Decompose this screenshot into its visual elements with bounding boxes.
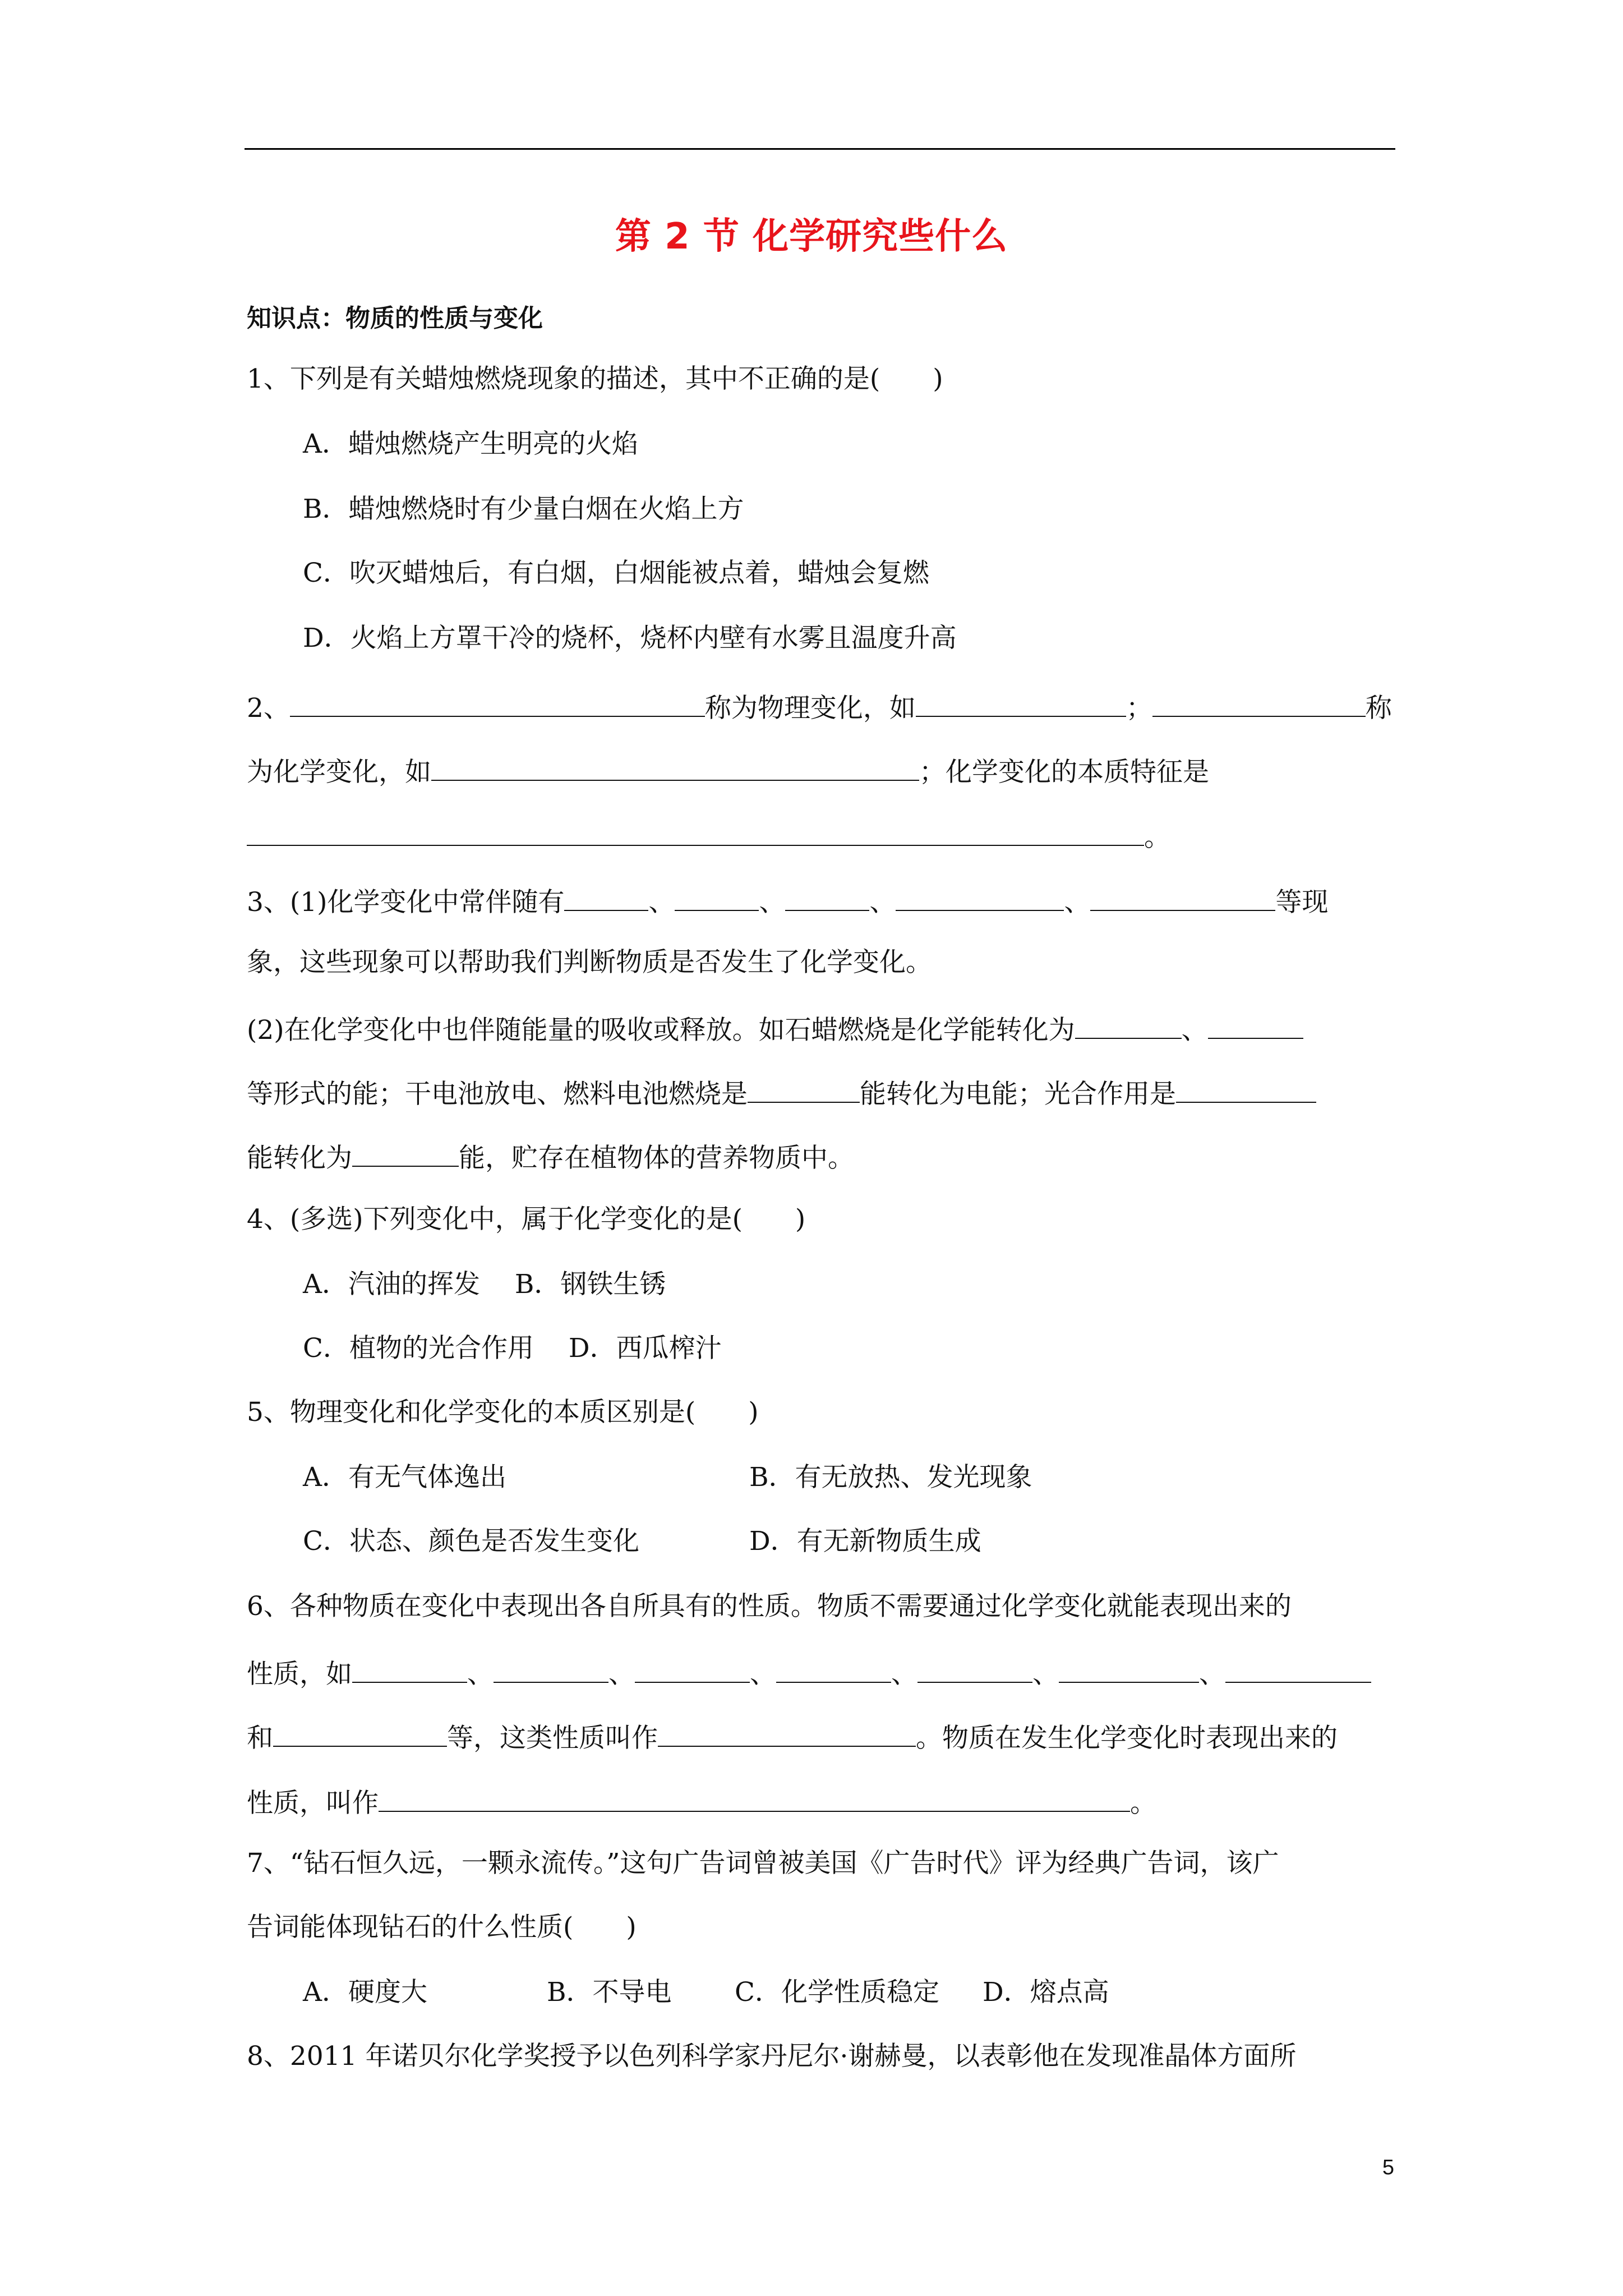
- q3-blank-1[interactable]: [564, 885, 648, 911]
- q3-text-energy: (2)在化学变化中也伴随能量的吸收或释放。如石蜡燃烧是化学能转化为: [247, 1015, 1075, 1046]
- q8-line-1: 8、2011 年诺贝尔化学奖授予以色列科学家丹尼尔·谢赫曼，以表彰他在发现准晶体方面所: [247, 2041, 1297, 2072]
- q3-line-2: 象，这些现象可以帮助我们判断物质是否发生了化学变化。: [247, 947, 932, 978]
- q6-blank-7[interactable]: [1225, 1657, 1371, 1683]
- q6-line-3: [247, 1721, 1338, 1754]
- q6-period: 。: [1130, 1788, 1156, 1819]
- q7-line-1: 7、“钻石恒久远，一颗永流传。”这句广告词曾被美国《广告时代》评为经典广告词，该广: [247, 1848, 1279, 1879]
- q7-option-b: B．不导电: [547, 1977, 672, 2008]
- q3-sep: 、: [759, 887, 786, 918]
- q3-line-5: [247, 1141, 854, 1174]
- q5-option-c: C．状态、颜色是否发生变化: [303, 1526, 639, 1557]
- q6-text-such-as: 性质，如: [247, 1659, 352, 1690]
- q3-line-3: [247, 1013, 1303, 1046]
- q6-sep: 、: [1199, 1659, 1225, 1690]
- knowledge-point-heading: 知识点：物质的性质与变化: [247, 304, 543, 333]
- q6-blank-5[interactable]: [917, 1657, 1032, 1683]
- q2-blank-4[interactable]: [431, 755, 919, 781]
- q3-text-store: 能，贮存在植物体的营养物质中。: [459, 1143, 854, 1174]
- q3-blank-5[interactable]: [1090, 885, 1275, 911]
- q5-option-d: D．有无新物质生成: [749, 1526, 981, 1557]
- q2-text-physical: 称为物理变化，如: [704, 693, 916, 724]
- q6-blank-8[interactable]: [273, 1721, 447, 1747]
- q3-sep: 、: [1064, 887, 1091, 918]
- q2-number: 2、: [247, 693, 290, 724]
- q6-sep: 、: [750, 1659, 776, 1690]
- q2-blank-2[interactable]: [916, 691, 1126, 717]
- q3-sep: 、: [1181, 1015, 1208, 1046]
- q7-option-a: A．硬度大: [303, 1977, 427, 2008]
- q3-text-convert: 能转化为: [247, 1143, 352, 1174]
- q1-option-d: D．火焰上方罩干冷的烧杯，烧杯内壁有水雾且温度升高: [303, 623, 957, 654]
- q3-text-1: 3、(1)化学变化中常伴随有: [247, 887, 565, 918]
- section-title: 第 2 节 化学研究些什么: [615, 216, 1008, 257]
- q3-line-1: [247, 885, 1329, 918]
- q2-semicolon: ；: [1126, 693, 1152, 724]
- q3-blank-10[interactable]: [352, 1141, 459, 1167]
- q3-sep: 、: [869, 887, 896, 918]
- q2-line-3: [247, 820, 1170, 853]
- q6-blank-1[interactable]: [352, 1657, 467, 1683]
- q2-period: 。: [1144, 822, 1170, 853]
- q4-options-ab: A．汽油的挥发 B．钢铁生锈: [303, 1269, 666, 1300]
- q6-text-chem-props: 。物质在发生化学变化时表现出来的: [916, 1723, 1338, 1754]
- q4-stem: 4、(多选)下列变化中，属于化学变化的是( ): [247, 1204, 806, 1235]
- q3-blank-9[interactable]: [1176, 1077, 1316, 1103]
- q6-text-and: 和: [247, 1723, 273, 1754]
- q1-stem: 1、下列是有关蜡烛燃烧现象的描述，其中不正确的是( ): [247, 364, 943, 394]
- q6-blank-9[interactable]: [658, 1721, 916, 1747]
- q6-text-called: 等，这类性质叫作: [447, 1723, 658, 1754]
- q2-text-essence: ；化学变化的本质特征是: [919, 757, 1209, 788]
- q6-line-4: [247, 1786, 1156, 1819]
- q6-sep: 、: [891, 1659, 917, 1690]
- q6-blank-2[interactable]: [494, 1657, 608, 1683]
- q5-stem: 5、物理变化和化学变化的本质区别是( ): [247, 1397, 759, 1428]
- q4-options-cd: C．植物的光合作用 D．西瓜榨汁: [303, 1333, 722, 1364]
- q6-blank-10[interactable]: [379, 1786, 1130, 1812]
- q5-option-b: B．有无放热、发光现象: [749, 1462, 1032, 1493]
- q2-blank-1[interactable]: [290, 691, 705, 717]
- q2-text-chemical: 为化学变化，如: [247, 757, 431, 788]
- q3-blank-8[interactable]: [748, 1077, 860, 1103]
- q6-blank-4[interactable]: [776, 1657, 891, 1683]
- q3-blank-3[interactable]: [785, 885, 869, 911]
- q6-sep: 、: [467, 1659, 494, 1690]
- q6-sep: 、: [608, 1659, 635, 1690]
- q7-line-2: 告词能体现钻石的什么性质( ): [247, 1912, 637, 1943]
- q6-text-called-2: 性质，叫作: [247, 1788, 379, 1819]
- q3-line-4: [247, 1077, 1316, 1110]
- q2-line-2: [247, 755, 1209, 788]
- page-number: 5: [1382, 2156, 1394, 2179]
- q3-sep: 、: [648, 887, 675, 918]
- q3-blank-7[interactable]: [1208, 1013, 1303, 1039]
- q3-blank-2[interactable]: [675, 885, 759, 911]
- q6-blank-3[interactable]: [635, 1657, 750, 1683]
- q6-sep: 、: [1032, 1659, 1059, 1690]
- q3-blank-4[interactable]: [896, 885, 1064, 911]
- q1-option-c: C．吹灭蜡烛后，有白烟，白烟能被点着，蜡烛会复燃: [303, 558, 929, 588]
- q1-option-b: B．蜡烛燃烧时有少量白烟在火焰上方: [303, 494, 744, 524]
- q2-line-1: [247, 691, 1392, 724]
- q3-text-battery: 等形式的能；干电池放电、燃料电池燃烧是: [247, 1079, 748, 1110]
- q3-text-photosynthesis: 能转化为电能；光合作用是: [860, 1079, 1176, 1110]
- q6-line-2: [247, 1657, 1371, 1690]
- q7-option-d: D．熔点高: [983, 1977, 1109, 2008]
- q3-blank-6[interactable]: [1075, 1013, 1182, 1039]
- q7-option-c: C．化学性质稳定: [735, 1977, 939, 2008]
- q6-blank-6[interactable]: [1059, 1657, 1199, 1683]
- q5-option-a: A．有无气体逸出: [303, 1462, 506, 1493]
- header-rule: [245, 148, 1395, 150]
- q2-text-call: 称: [1365, 693, 1392, 724]
- q6-line-1: 6、各种物质在变化中表现出各自所具有的性质。物质不需要通过化学变化就能表现出来的: [247, 1591, 1292, 1622]
- q2-blank-3[interactable]: [1152, 691, 1366, 717]
- q1-option-a: A．蜡烛燃烧产生明亮的火焰: [303, 429, 638, 459]
- q3-text-2: 等现: [1275, 887, 1329, 918]
- q2-blank-5[interactable]: [247, 820, 1144, 846]
